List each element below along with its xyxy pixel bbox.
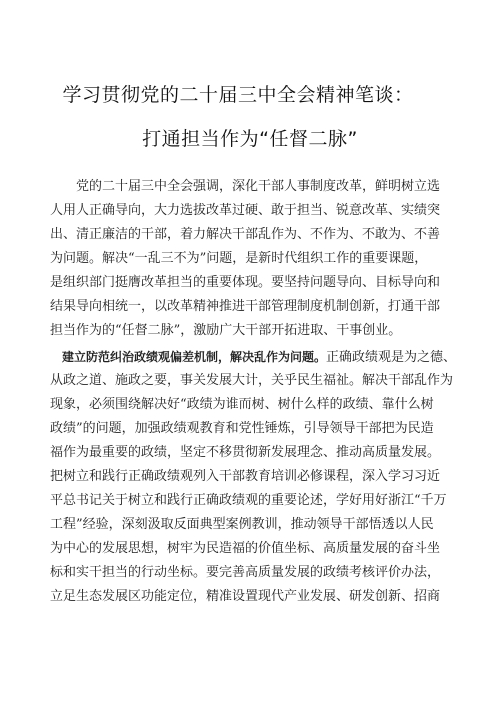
paragraph-line: 出、清正廉洁的干部，着力解决干部乱作为、不作为、不敢为、不善 — [50, 227, 441, 242]
paragraph-line: 党的二十届三中全会强调，深化干部人事制度改革，鲜明树立选 — [50, 179, 441, 194]
paragraph-lead-rest: 正确政绩观是为之德、 — [326, 350, 457, 365]
paragraph-line: 为中心的发展思想，树牢为民造福的价值坐标、高质量发展的奋斗坐 — [50, 541, 441, 556]
paragraph-line: 为问题。解决“一乱三不为”问题，是新时代组织工作的重要课题， — [50, 251, 428, 266]
paragraph-line: 工程”经验，深刻汲取反面典型案例教训，推动领导干部悟透以人民 — [50, 517, 434, 532]
paragraph-line: 人用人正确导向，大力选拔改革过硬、敢于担当、锐意改革、实绩突 — [50, 203, 441, 218]
paragraph-line: 现象，必须围绕解决好“政绩为谁而树、树什么样的政绩、靠什么树 — [50, 397, 434, 412]
paragraph-line: 立足生态发展区功能定位，精准设置现代产业发展、研发创新、招商 — [50, 589, 441, 604]
paragraph-line: 福作为最重要的政绩，坚定不移贯彻新发展理念、推动高质量发展。 — [50, 445, 441, 460]
paragraph-line: 政绩”的问题，加强政绩观教育和党性锤炼，引导领导干部把为民造 — [50, 421, 434, 436]
paragraph-line: 担当作为的“任督二脉”，激励广大干部开拓进取、干事创业。 — [50, 323, 402, 338]
paragraph-line: 平总书记关于树立和践行正确政绩观的重要论述，学好用好浙江“千万 — [50, 493, 447, 508]
paragraph-line-lead — [50, 345, 457, 369]
paragraph-line: 标和实干担当的行动坐标。要完善高质量发展的政绩考核评价办法， — [50, 565, 441, 580]
paragraph-line: 结果导向相统一，以改革精神推进干部管理制度机制创新，打通干部 — [50, 299, 441, 314]
document-title-line-2: 打通担当作为“任督二脉” — [142, 128, 358, 150]
document-title-line-1: 学习贯彻党的二十届三中全会精神笔谈： — [62, 84, 414, 106]
paragraph-line: 把树立和践行正确政绩观列入干部教育培训必修课程，深入学习习近 — [50, 469, 441, 484]
paragraph-line: 是组织部门挺膺改革担当的重要体现。要坚持问题导向、目标导向和 — [50, 275, 441, 290]
paragraph-line: 从政之道、施政之要，事关发展大计，关乎民生福祉。解决干部乱作为 — [50, 373, 454, 388]
paragraph-bold-lead: 建立防范纠治政绩观偏差机制，解决乱作为问题。 — [50, 350, 327, 364]
